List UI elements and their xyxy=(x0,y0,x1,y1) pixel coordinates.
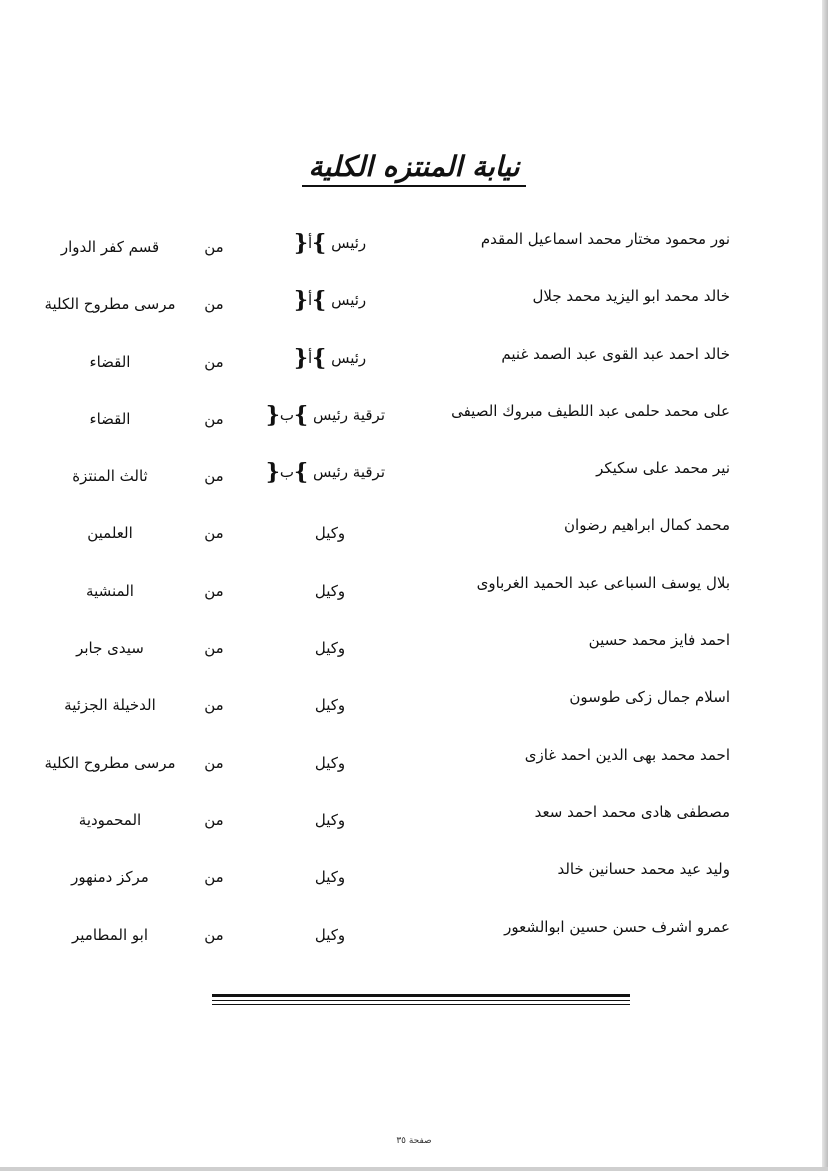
brace-close: { xyxy=(293,287,308,314)
list-item xyxy=(0,337,828,394)
member-name: نير محمد على سكيكر xyxy=(596,459,730,478)
member-name: وليد عيد محمد حسانين خالد xyxy=(557,860,730,879)
page-title: نيابة المنتزه الكلية xyxy=(302,150,525,187)
origin-office: المنشية xyxy=(86,581,134,600)
list-item xyxy=(0,738,828,795)
member-name: اسلام جمال زكى طوسون xyxy=(569,688,730,707)
origin-office: مركز دمنهور xyxy=(71,868,149,887)
rank-label: وكيل xyxy=(314,524,346,543)
origin-office: مرسى مطروح الكلية xyxy=(44,295,176,314)
rank-grade: ب xyxy=(279,405,295,424)
member-name: عمرو اشرف حسن حسين ابوالشعور xyxy=(504,917,730,936)
member-rank xyxy=(275,287,385,313)
assignment-list xyxy=(0,222,828,967)
brace-open: } xyxy=(294,401,309,428)
list-item xyxy=(0,394,828,451)
from-label: من xyxy=(204,467,224,486)
title-wrap xyxy=(0,150,828,187)
list-item xyxy=(0,451,828,508)
member-rank xyxy=(275,639,385,657)
from-label: من xyxy=(204,352,224,371)
brace-open: } xyxy=(312,230,327,256)
member-rank xyxy=(265,401,385,428)
page-number: صفحة ٣٥ xyxy=(396,1136,432,1146)
rank-grade: أ xyxy=(307,348,313,367)
list-item xyxy=(0,566,828,623)
origin-office: ثالث المنتزة xyxy=(72,467,148,486)
rank-label: وكيل xyxy=(314,753,346,772)
origin-office: العلمين xyxy=(87,524,133,543)
member-name: نور محمود مختار محمد اسماعيل المقدم xyxy=(480,230,730,248)
member-rank xyxy=(275,524,385,542)
rank-label: وكيل xyxy=(314,925,346,944)
brace-open: } xyxy=(294,459,309,486)
from-label: من xyxy=(204,238,224,256)
rank-grade: أ xyxy=(307,291,313,310)
rank-label: وكيل xyxy=(314,639,346,658)
rank-label: رئيس xyxy=(331,348,367,367)
brace-close: { xyxy=(265,459,280,486)
rank-label: وكيل xyxy=(314,581,346,600)
from-label: من xyxy=(204,524,224,543)
rank-label: رئيس xyxy=(331,291,367,310)
brace-open: } xyxy=(312,287,327,314)
from-label: من xyxy=(204,639,224,658)
member-rank xyxy=(275,345,385,371)
brace-close: { xyxy=(293,344,308,371)
member-name: احمد محمد بهى الدين احمد غازى xyxy=(524,745,730,764)
origin-office: القضاء xyxy=(89,409,131,428)
list-item xyxy=(0,680,828,737)
list-item xyxy=(0,508,828,565)
member-name: محمد كمال ابراهيم رضوان xyxy=(564,516,730,535)
rank-label: وكيل xyxy=(314,868,346,887)
rank-label: ترقية رئيس xyxy=(312,463,385,482)
rank-grade: أ xyxy=(307,234,313,252)
rank-label: وكيل xyxy=(314,696,346,715)
page-edge-bottom xyxy=(0,1167,828,1171)
member-rank xyxy=(275,754,385,772)
bottom-separator xyxy=(212,994,630,1008)
from-label: من xyxy=(204,810,224,829)
separator-thin-line xyxy=(212,1004,630,1005)
list-item xyxy=(0,795,828,852)
list-item xyxy=(0,222,828,279)
from-label: من xyxy=(204,753,224,772)
origin-office: ابو المطامير xyxy=(72,925,148,944)
rank-label: رئيس xyxy=(331,234,367,252)
from-label: من xyxy=(204,295,224,314)
origin-office: قسم كفر الدوار xyxy=(60,238,160,256)
brace-close: { xyxy=(265,401,280,428)
origin-office: سيدى جابر xyxy=(76,639,144,658)
brace-close: { xyxy=(293,230,308,256)
from-label: من xyxy=(204,581,224,600)
origin-office: الدخيلة الجزئية xyxy=(64,696,156,715)
member-name: خالد محمد ابو اليزيد محمد جلال xyxy=(532,287,730,306)
member-rank xyxy=(275,582,385,600)
rank-label: وكيل xyxy=(314,810,346,829)
brace-open: } xyxy=(312,344,327,371)
list-item xyxy=(0,852,828,909)
member-name: مصطفى هادى محمد احمد سعد xyxy=(534,802,730,821)
list-item xyxy=(0,623,828,680)
rank-label: ترقية رئيس xyxy=(312,405,385,424)
member-rank xyxy=(275,696,385,714)
member-rank xyxy=(275,868,385,886)
list-item xyxy=(0,279,828,336)
origin-office: القضاء xyxy=(89,352,131,371)
member-name: بلال يوسف السباعى عبد الحميد الغرباوى xyxy=(476,573,730,592)
from-label: من xyxy=(204,868,224,887)
rank-grade: ب xyxy=(279,463,295,482)
from-label: من xyxy=(204,696,224,715)
member-name: احمد فايز محمد حسين xyxy=(588,631,730,650)
separator-thick-line xyxy=(212,994,630,997)
member-rank xyxy=(265,459,385,486)
member-name: على محمد حلمى عبد اللطيف مبروك الصيفى xyxy=(451,401,730,420)
member-rank xyxy=(275,230,385,256)
origin-office: المحمودية xyxy=(78,810,142,829)
member-rank xyxy=(275,926,385,944)
list-item xyxy=(0,910,828,967)
separator-thin-line xyxy=(212,1000,630,1001)
from-label: من xyxy=(204,925,224,944)
origin-office: مرسى مطروح الكلية xyxy=(44,753,176,772)
member-rank xyxy=(275,811,385,829)
member-name: خالد احمد عبد القوى عبد الصمد غنيم xyxy=(501,344,730,363)
from-label: من xyxy=(204,409,224,428)
